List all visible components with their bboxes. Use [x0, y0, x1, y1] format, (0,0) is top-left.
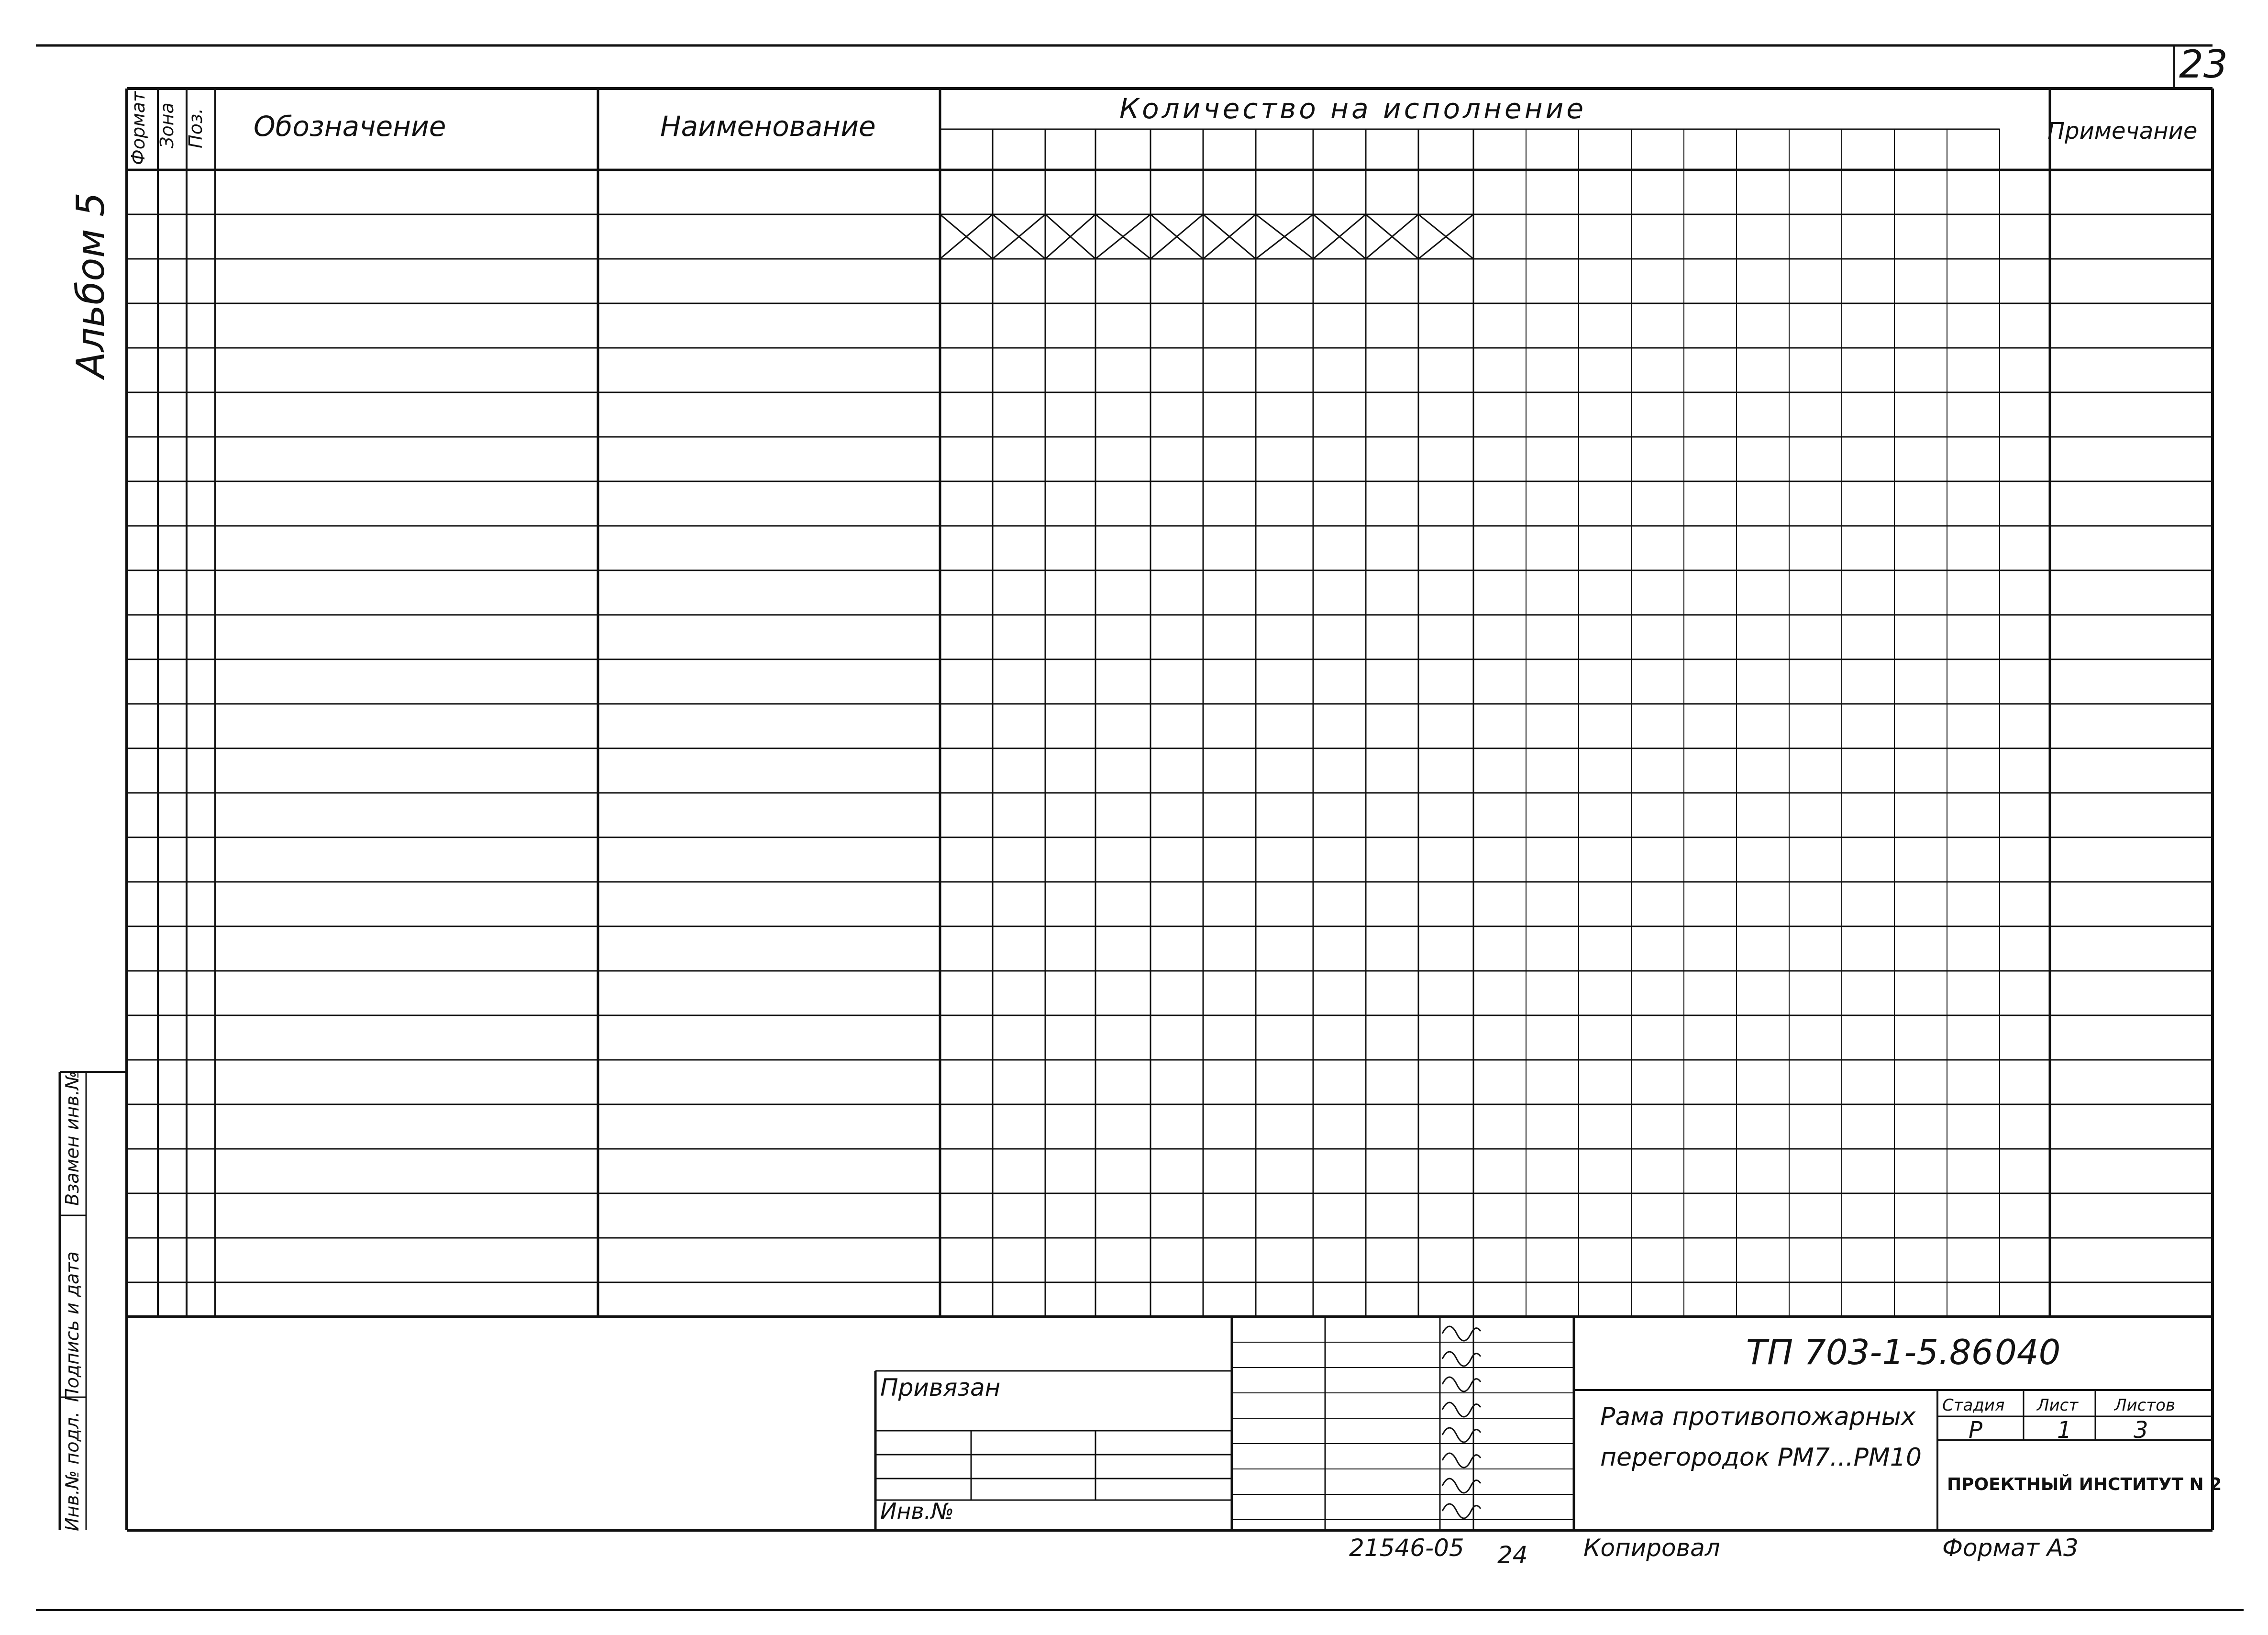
header-designation: Обозначение: [254, 110, 446, 143]
stage-value: Р: [1969, 1417, 1982, 1444]
header-zone: Зона: [156, 102, 177, 148]
signature: [1442, 1402, 1481, 1417]
title-line-2: перегородок РМ7...РМ10: [1600, 1443, 1922, 1472]
header-quantity: Количество на исполнение: [1119, 92, 1587, 125]
header-name: Наименование: [660, 110, 876, 143]
title-line-1: Рама противопожарных: [1600, 1402, 1916, 1431]
format-label: Формат А3: [1942, 1534, 2079, 1562]
header-note: Примечание: [2047, 118, 2198, 145]
stamp-signature-date: Подпись и дата: [62, 1251, 83, 1402]
sheets-value: 3: [2134, 1417, 2148, 1444]
signature: [1442, 1453, 1481, 1468]
stamp-inv-podl: Инв.№ подл.: [62, 1411, 83, 1531]
header-format: Формат: [128, 91, 149, 165]
copied-label: Копировал: [1583, 1534, 1720, 1562]
signature: [1442, 1377, 1481, 1391]
stamp-replaces-inv: Взамен инв.№: [62, 1070, 83, 1206]
sheet-label: Лист: [2037, 1396, 2079, 1415]
order-number: 21546-05: [1349, 1534, 1464, 1562]
sheets-label: Листов: [2114, 1396, 2176, 1415]
page-number: 23: [2179, 42, 2228, 87]
doc-sheet-code: 040: [1995, 1332, 2061, 1372]
inv-no-label: Инв.№: [880, 1498, 954, 1524]
album-label: Альбом 5: [68, 192, 113, 378]
doc-code: ТП 703-1-5.86: [1746, 1332, 1993, 1372]
bound-label: Привязан: [880, 1374, 1001, 1401]
signature: [1442, 1428, 1481, 1442]
signature: [1442, 1504, 1481, 1518]
stage-label: Стадия: [1942, 1396, 2005, 1415]
header-pos: Поз.: [185, 108, 206, 148]
signature: [1442, 1352, 1481, 1366]
signature: [1442, 1326, 1481, 1341]
signature: [1442, 1479, 1481, 1493]
page-ref: 24: [1497, 1541, 1528, 1569]
org-name: ПРОЕКТНЫЙ ИНСТИТУТ N 2: [1947, 1475, 2222, 1494]
sheet-value: 1: [2057, 1417, 2072, 1444]
